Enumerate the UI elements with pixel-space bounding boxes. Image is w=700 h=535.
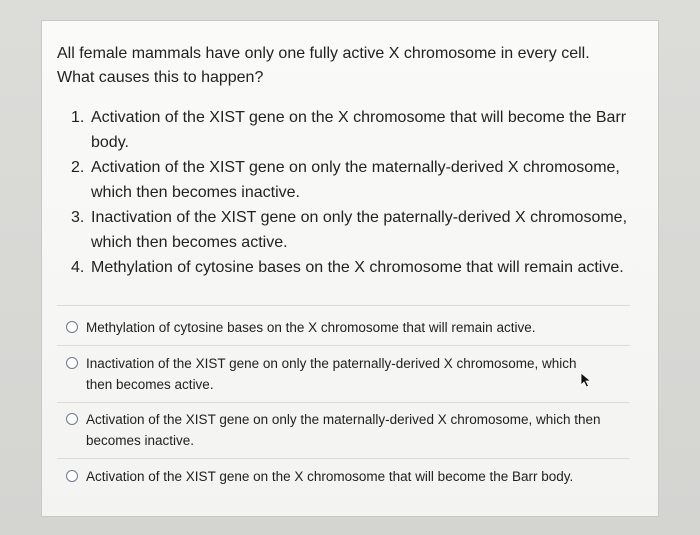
numbered-statement: [71, 205, 651, 255]
divider: [57, 345, 630, 346]
answer-option-text: Inactivation of the XIST gene on only the paternally-derived X chromosome, which: [86, 356, 577, 371]
statement-number: 4.: [71, 259, 85, 276]
numbered-statement: [71, 105, 651, 155]
radio-button-unselected-icon[interactable]: [66, 413, 78, 425]
divider: [57, 458, 630, 459]
radio-button-unselected-icon[interactable]: [66, 357, 78, 369]
answer-option-4[interactable]: [66, 466, 626, 487]
numbered-statement: [71, 255, 651, 280]
question-stem-line: What causes this to happen?: [57, 69, 264, 86]
question-stem-line: All female mammals have only one fully active X chromosome in every cell.: [57, 45, 590, 62]
mouse-pointer-icon: [580, 372, 594, 388]
answer-option-text: becomes inactive.: [86, 433, 195, 448]
question-card: [41, 20, 659, 517]
statement-text: body.: [91, 134, 129, 151]
statement-text: Activation of the XIST gene on only the maternally-derived X chromosome,: [91, 159, 620, 176]
answer-option-text: Activation of the XIST gene on only the maternally-derived X chromosome, which then: [86, 412, 601, 427]
question-stem: [57, 42, 637, 90]
statement-number: 3.: [71, 209, 85, 226]
answer-option-1[interactable]: [66, 317, 626, 338]
statement-text: which then becomes active.: [91, 234, 288, 251]
answer-option-text: Methylation of cytosine bases on the X chromosome that will remain active.: [86, 320, 536, 335]
statement-text: Activation of the XIST gene on the X chromosome that will become the Barr: [91, 109, 627, 126]
radio-button-unselected-icon[interactable]: [66, 321, 78, 333]
statement-text: Inactivation of the XIST gene on only the paternally-derived X chromosome,: [91, 209, 628, 226]
statement-number: 2.: [71, 159, 85, 176]
answer-option-3[interactable]: [66, 409, 626, 451]
statement-text: Methylation of cytosine bases on the X chromosome that will remain active.: [91, 259, 624, 276]
statement-text: which then becomes inactive.: [91, 184, 300, 201]
statement-number: 1.: [71, 109, 85, 126]
radio-button-unselected-icon[interactable]: [66, 470, 78, 482]
numbered-statement-list: [71, 105, 651, 280]
divider: [57, 402, 630, 403]
answer-option-text: then becomes active.: [86, 377, 214, 392]
numbered-statement: [71, 155, 651, 205]
divider: [57, 305, 630, 306]
answer-option-text: Activation of the XIST gene on the X chromosome that will become the Barr body.: [86, 469, 574, 484]
answer-option-2[interactable]: [66, 353, 626, 395]
